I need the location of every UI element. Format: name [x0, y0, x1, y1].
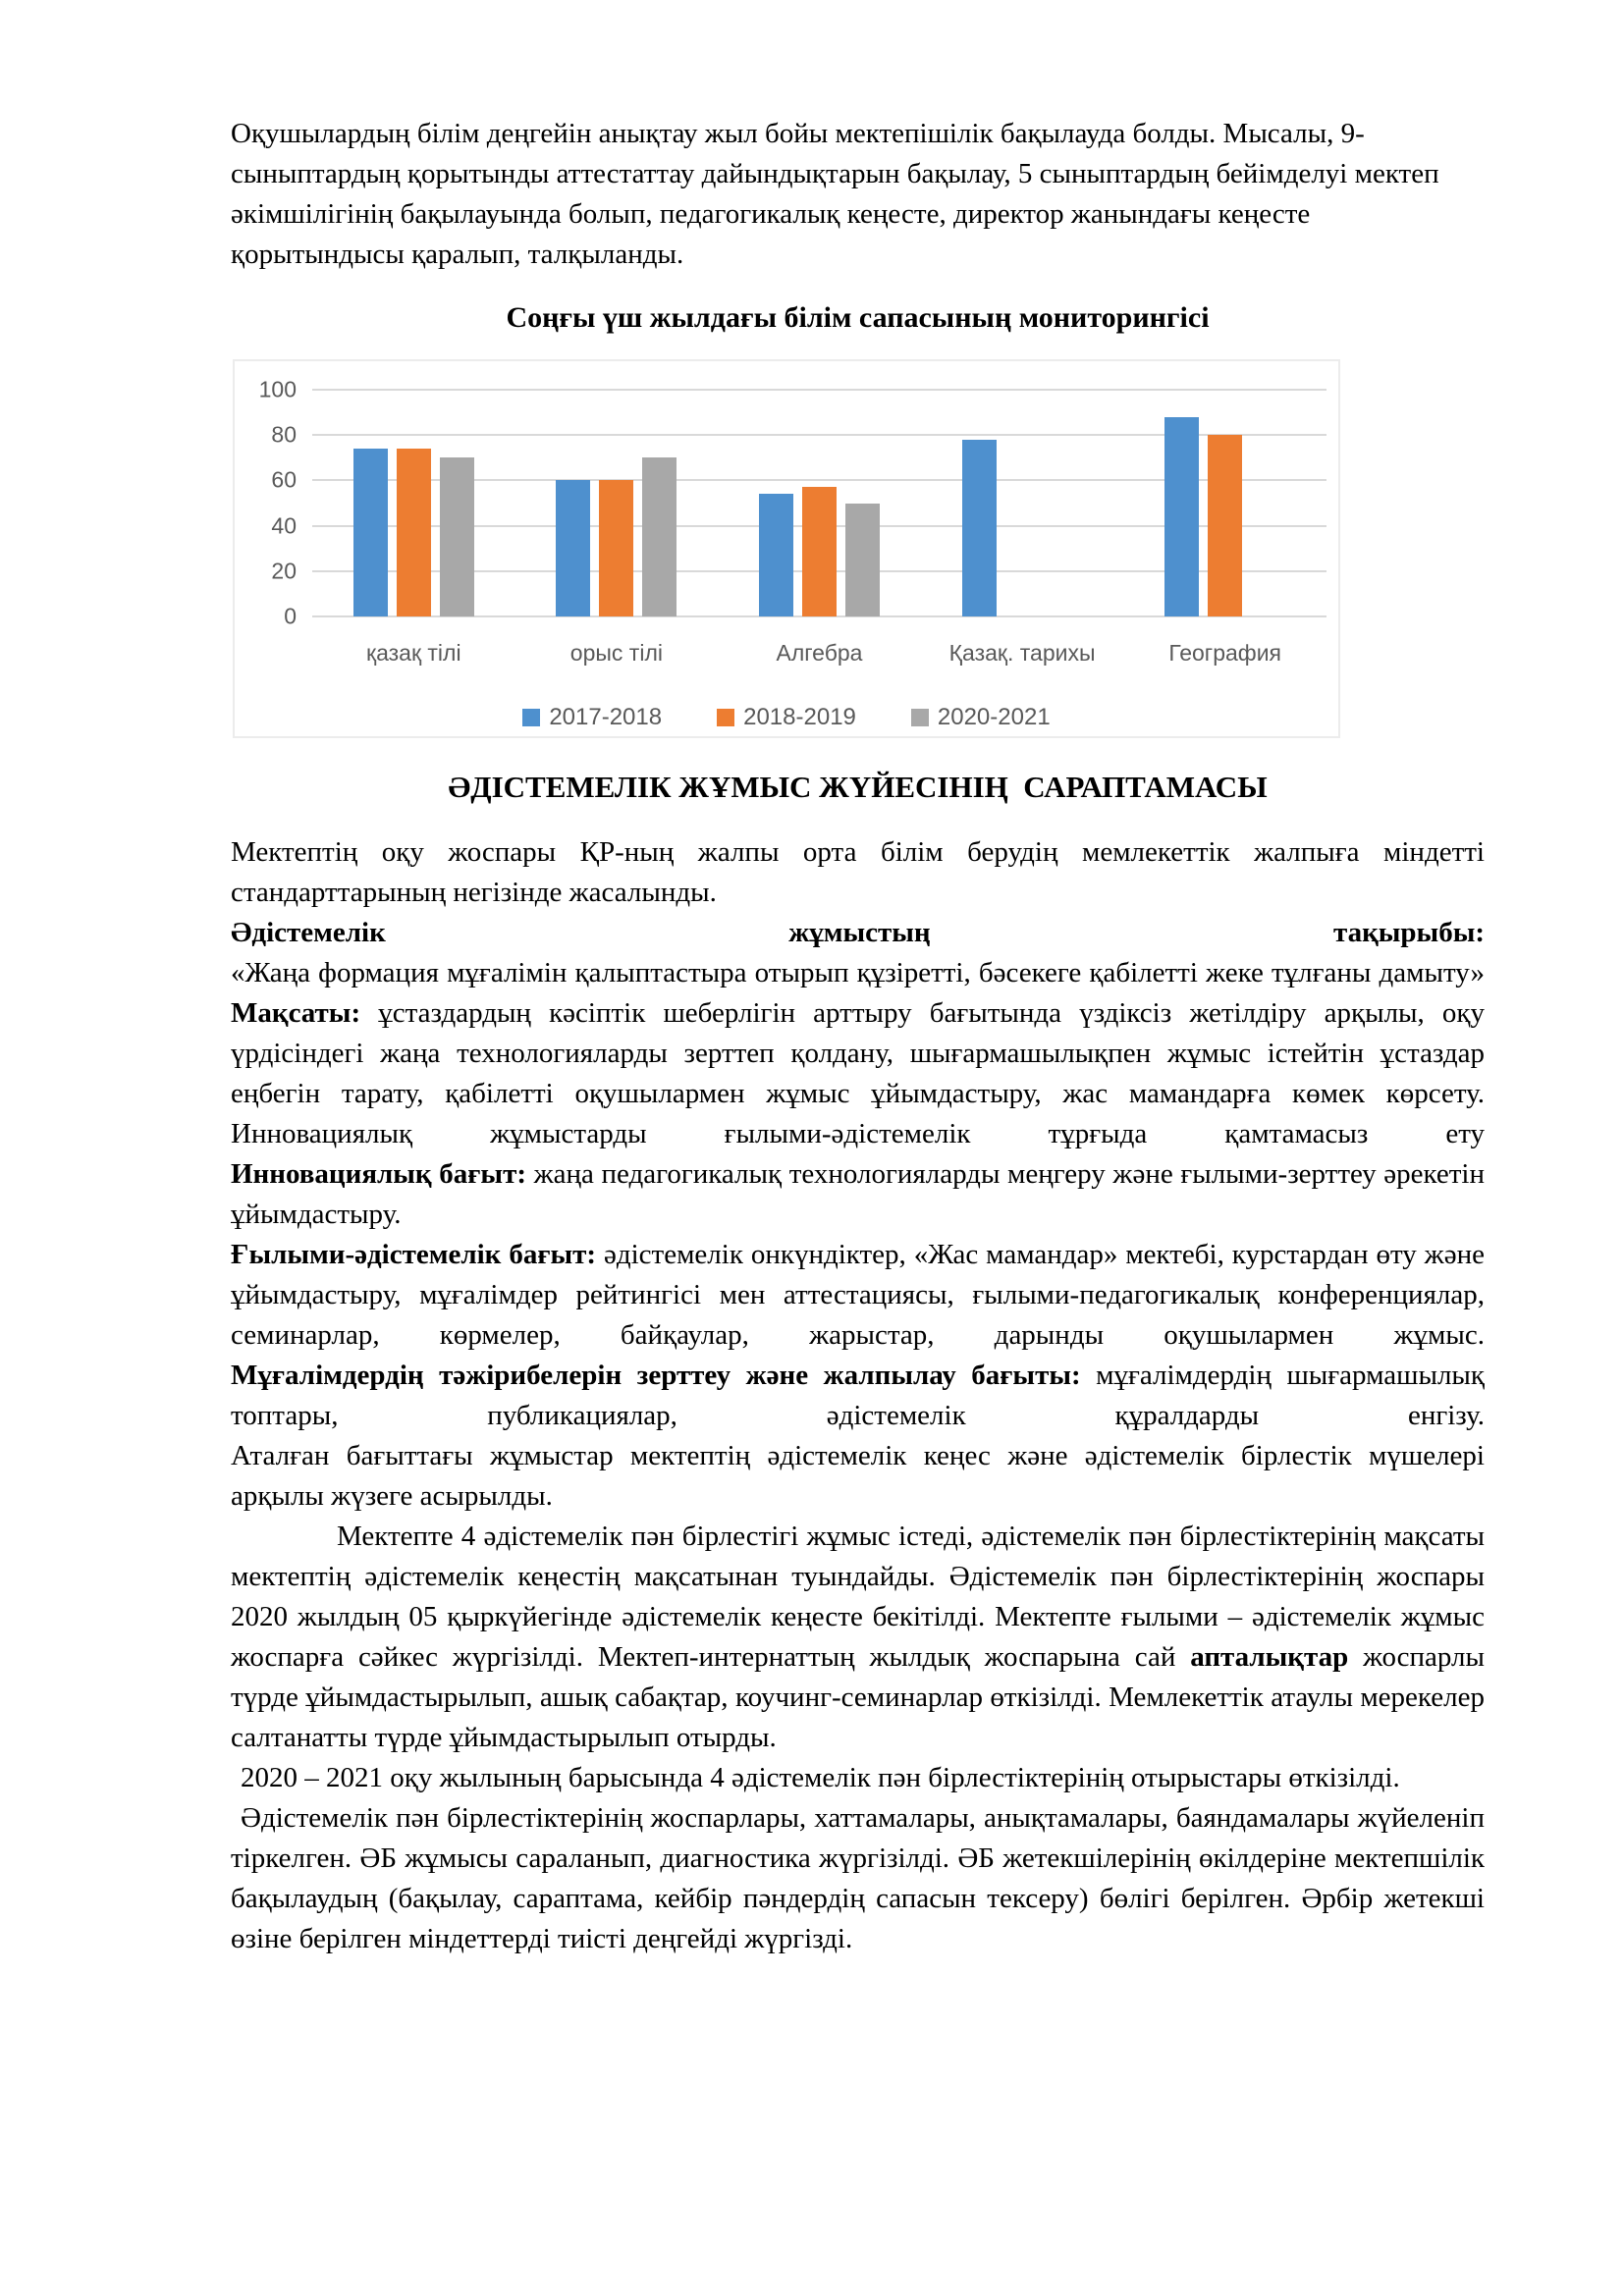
bar-group [312, 390, 515, 616]
y-tick-label: 40 [271, 512, 297, 539]
legend-label: 2020-2021 [937, 704, 1051, 730]
x-category-label: Алгебра [776, 640, 863, 666]
text-run: ұстаздардың кәсіптік шеберлігін арттыру бағытында үздіксіз жетілдіру арқылы, оқу үрдісіндегі жаңа технологияларды зерттеп қолдану, шығармашылықпен жұмыс істейтін ұстаздар еңбегін тарату, қабілетті оқушылармен жұмыс ұйымдастыру, жас мамандарға көмек көрсету. Инновациялық жұмыстарды ғылыми-әдістемелік тұрғыда қамтамасыз ету [231, 997, 1485, 1149]
text-run: Инновациялық бағыт: [231, 1158, 534, 1190]
paragraph [231, 832, 1485, 913]
y-tick-label: 100 [258, 376, 297, 402]
document-body [231, 832, 1485, 1959]
text-run: Мектепте 4 әдістемелік пән бірлестігі жұмыс істеді, әдістемелік пән бірлестіктерінің мақсаты мектептің әдістемелік кеңестің мақсатынан туындайды. Әдістемелік пән бірлестіктерінің жоспары 2020 жылдың 05 қыркүйегінде әдістемелік кеңесте бекітілді. Мектепте ғылыми – әдістемелік жұмыс жоспарға сәйкес жүргізілді. Мектеп-интернаттың жылдық жоспарына сай [231, 1521, 1485, 1673]
y-tick-label: 60 [271, 466, 297, 493]
chart-plot [258, 376, 1326, 629]
chart-legend [235, 697, 1338, 737]
section-heading: ӘДІСТЕМЕЛІК ЖҰМЫС ЖҮЙЕСІНІҢ САРАПТАМАСЫ [448, 770, 1268, 804]
bar [759, 494, 793, 616]
bar-group [515, 390, 719, 616]
legend-item [522, 697, 662, 737]
paragraph [231, 1517, 1485, 1758]
text-run: Ғылыми-әдістемелік бағыт: [231, 1239, 604, 1270]
legend-label: 2018-2019 [743, 704, 856, 730]
bar [642, 457, 677, 616]
bar-group [1123, 390, 1326, 616]
legend-swatch [522, 709, 540, 726]
bar [440, 457, 474, 616]
paragraph [231, 913, 1485, 953]
x-category-label: орыс тілі [569, 640, 663, 666]
text-run: Әдістемелік жұмыстың тақырыбы: [231, 917, 1485, 948]
legend-item [911, 697, 1051, 737]
text-run: Мақсаты: [231, 997, 379, 1029]
paragraph [231, 1436, 1485, 1517]
bar-groups [312, 390, 1326, 616]
paragraph [231, 953, 1485, 993]
legend-swatch [911, 709, 929, 726]
text-run: Әдістемелік пән бірлестіктерінің жоспарлары, хаттамалары, анықтамалары, баяндамалары жүйеленіп тіркелген. ӘБ жұмысы сараланып, диагностика жүргізілді. ӘБ жетекшілерінің өкілдеріне мектепшілік бақылаудың (бақылау, сараптама, кейбір пәндердің сапасын тексеру) бөлігі берілген. Әрбір жетекші өзіне берілген міндеттерді тиісті деңгейді жүргізді. [231, 1802, 1485, 1954]
text-run: әдістемелік онкүндіктер, «Жас мамандар» мектебі, курстардан өту және ұйымдастыру, мұғалімдер рейтингісі мен аттестациясы, ғылыми-педагогикалық конференциялар, семинарлар, көрмелер, байқаулар, жарыстар, дарынды оқушылармен жұмыс. [231, 1239, 1485, 1351]
legend-swatch [717, 709, 734, 726]
legend-label: 2017-2018 [549, 704, 663, 730]
bar [397, 449, 431, 616]
paragraph [231, 993, 1485, 1154]
x-category-label: Қазақ. тарихы [948, 640, 1096, 666]
intro-paragraph: Оқушылардың білім деңгейін анықтау жыл бойы мектепішілік бақылауда болды. Мысалы, 9-сыныптардың қорытынды аттестаттау дайындықтарын бақылау, 5 сыныптардың бейімделуі мектеп әкімшілігінің бақылауында болып, педагогикалық кеңесте, директор жанындағы кеңесте қорытындысы қаралып, талқыланды. [231, 118, 1439, 270]
chart-title: Соңғы үш жылдағы білім сапасының мониторингісі [506, 301, 1210, 334]
text-run: жаңа педагогикалық технологияларды меңгеру және ғылыми-зерттеу әрекетін ұйымдастыру. [231, 1158, 1485, 1230]
x-category-label: География [1168, 640, 1282, 666]
text-run: Аталған бағыттағы жұмыстар мектептің әдістемелік кеңес және әдістемелік бірлестік мүшелері арқылы жүзеге асырылды. [231, 1440, 1485, 1512]
paragraph [231, 1154, 1485, 1235]
bar [556, 480, 590, 616]
bar [1208, 435, 1242, 616]
bar [353, 449, 388, 616]
paragraph [231, 1356, 1485, 1436]
bar-group [718, 390, 921, 616]
bar [1164, 417, 1199, 616]
bar-chart [233, 359, 1340, 738]
y-tick-label: 20 [271, 558, 297, 584]
y-tick-label: 0 [284, 603, 297, 629]
text-run: Мектептің оқу жоспары ҚР-ның жалпы орта білім берудің мемлекеттік жалпыға міндетті стандарттарының негізінде жасалынды. [231, 836, 1485, 908]
text-run: апталықтар [1190, 1641, 1349, 1673]
text-run: 2020 – 2021 оқу жылының барысында 4 әдістемелік пән бірлестіктерінің отырыстары өткізілді. [241, 1762, 1400, 1793]
text-run: «Жаңа формация мұғалімін қалыптастыра отырып құзіретті, бәсекеге қабілетті жеке тұлғаны дамыту» [231, 957, 1485, 988]
paragraph [231, 1235, 1485, 1356]
bar [845, 504, 880, 617]
text-run: жоспарлы түрде ұйымдастырылып, ашық сабақтар, коучинг-семинарлар өткізілді. Мемлекеттік атаулы мерекелер салтанатты түрде ұйымдастырылып отырды. [231, 1641, 1485, 1753]
text-run: мұғалімдердің шығармашылық топтары, публикациялар, әдістемелік құралдарды енгізу. [231, 1360, 1485, 1431]
bar-group [921, 390, 1124, 616]
bar [599, 480, 633, 616]
x-category-label: қазақ тілі [366, 640, 461, 666]
legend-item [717, 697, 856, 737]
text-run: Мұғалімдердің тәжірибелерін зерттеу және жалпылау бағыты: [231, 1360, 1097, 1391]
paragraph [231, 1758, 1485, 1798]
chart-xlabels [312, 633, 1326, 673]
y-tick-label: 80 [271, 421, 297, 448]
paragraph [231, 1798, 1485, 1959]
bar [962, 440, 997, 616]
bar [802, 487, 837, 616]
